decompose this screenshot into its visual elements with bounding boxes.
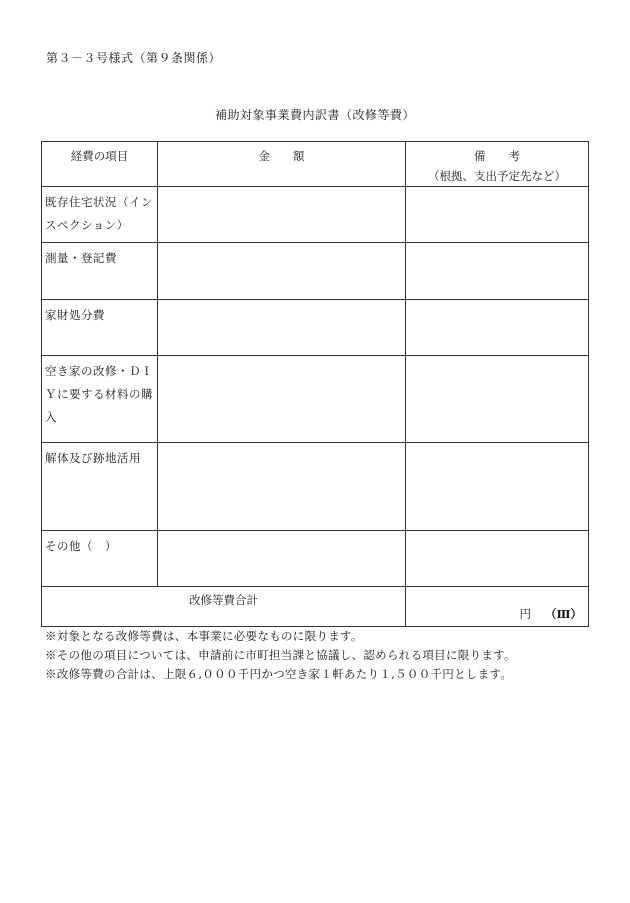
table-row bbox=[42, 356, 589, 443]
header-amount bbox=[158, 142, 406, 187]
header-remarks-sublabel: （根拠、支出予定先など） bbox=[428, 169, 566, 183]
row-amount-inspection[interactable] bbox=[158, 187, 406, 243]
row-amount-renovation[interactable] bbox=[158, 356, 406, 443]
row-label-inspection: 既存住宅状況（インスペクション） bbox=[42, 187, 158, 243]
total-value[interactable] bbox=[406, 587, 589, 627]
row-remarks-other[interactable] bbox=[406, 531, 589, 587]
note-3: ※改修等費の合計は、上限６,０００千円かつ空き家１軒あたり１,５００千円とします。 bbox=[45, 667, 513, 681]
header-item-label: 経費の項目 bbox=[70, 149, 129, 163]
row-remarks-disposal[interactable] bbox=[406, 300, 589, 356]
row-label-demolition: 解体及び跡地活用 bbox=[42, 443, 158, 531]
total-unit: 円 bbox=[519, 607, 531, 621]
header-amount-label: 金 額 bbox=[258, 149, 305, 163]
row-label-survey: 測量・登記費 bbox=[42, 243, 158, 300]
total-unit-wrap bbox=[519, 606, 582, 622]
row-label-other: その他（ ） bbox=[42, 531, 158, 587]
table-header-row bbox=[42, 142, 589, 187]
row-amount-other[interactable] bbox=[158, 531, 406, 587]
table-row bbox=[42, 187, 589, 243]
row-remarks-survey[interactable] bbox=[406, 243, 589, 300]
form-number: 第３－３号様式（第９条関係） bbox=[46, 51, 222, 65]
header-remarks-label: 備 考 bbox=[474, 149, 520, 163]
table-row bbox=[42, 443, 589, 531]
row-amount-disposal[interactable] bbox=[158, 300, 406, 356]
total-row bbox=[42, 587, 589, 627]
table-row bbox=[42, 531, 589, 587]
row-remarks-demolition[interactable] bbox=[406, 443, 589, 531]
row-label-renovation: 空き家の改修・ＤＩＹに要する材料の購入 bbox=[42, 356, 158, 443]
header-item bbox=[42, 142, 158, 187]
table-row bbox=[42, 243, 589, 300]
row-remarks-renovation[interactable] bbox=[406, 356, 589, 443]
row-amount-demolition[interactable] bbox=[158, 443, 406, 531]
table-row bbox=[42, 300, 589, 356]
expense-breakdown-table bbox=[41, 141, 589, 627]
header-remarks bbox=[406, 142, 589, 187]
total-ref: （Ⅲ） bbox=[544, 607, 582, 621]
notes bbox=[45, 627, 516, 684]
note-1: ※対象となる改修等費は、本事業に必要なものに限ります。 bbox=[45, 629, 363, 643]
total-label-text: 改修等費合計 bbox=[189, 593, 258, 607]
note-2: ※その他の項目については、申請前に市町担当課と協議し、認められる項目に限ります。 bbox=[45, 648, 516, 662]
row-remarks-inspection[interactable] bbox=[406, 187, 589, 243]
row-amount-survey[interactable] bbox=[158, 243, 406, 300]
document-title: 補助対象事業費内訳書（改修等費） bbox=[214, 108, 415, 122]
total-label bbox=[42, 587, 406, 627]
row-label-disposal: 家財処分費 bbox=[42, 300, 158, 356]
